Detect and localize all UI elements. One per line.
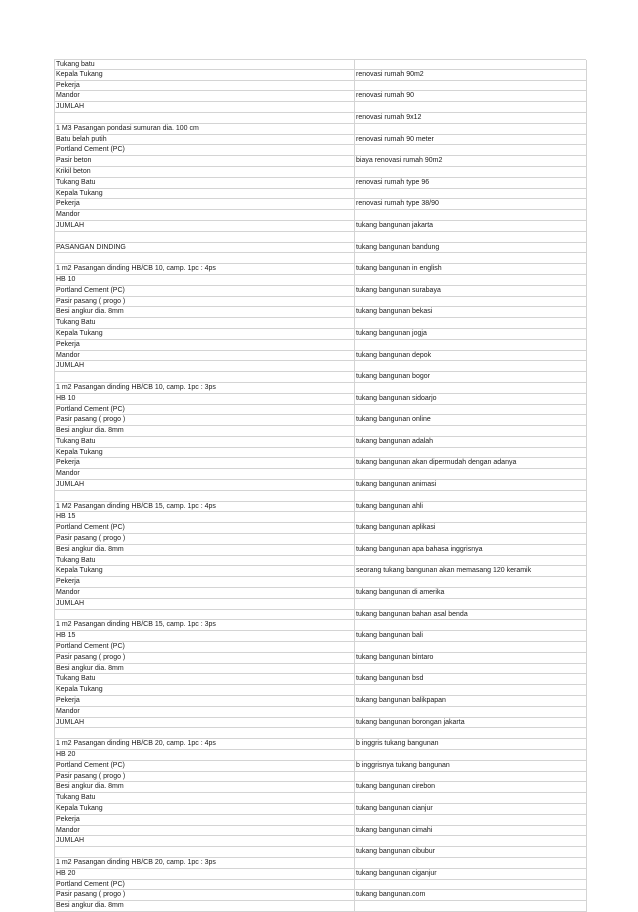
- table-row: [54, 178, 586, 189]
- cell-item: 1 m2 Pasangan dinding HB/CB 15, camp. 1pc : 3ps: [56, 621, 216, 629]
- cell-keyword: renovasi rumah type 96: [356, 178, 430, 186]
- table-row: [54, 815, 586, 826]
- table-row: [54, 653, 586, 664]
- table-row: [54, 243, 586, 254]
- cell-item: Besi angkur dia. 8mm: [56, 664, 124, 672]
- column-divider: [354, 426, 355, 437]
- table-row: [54, 772, 586, 783]
- cell-item: Pasir pasang ( progo ): [56, 416, 126, 424]
- column-divider: [354, 199, 355, 210]
- table-row: [54, 437, 586, 448]
- column-divider: [354, 372, 355, 383]
- cell-item: Mandor: [56, 92, 80, 100]
- column-divider: [354, 91, 355, 102]
- column-divider: [354, 145, 355, 156]
- cell-item: JUMLAH: [56, 599, 85, 607]
- table-row: [54, 556, 586, 567]
- cell-keyword: tukang bangunan jakarta: [356, 221, 434, 229]
- cell-item: Pasir pasang ( progo ): [56, 891, 126, 899]
- cell-keyword: tukang bangunan bintaro: [356, 653, 434, 661]
- table-row: [54, 588, 586, 599]
- table-row: [54, 81, 586, 92]
- column-divider: [354, 512, 355, 523]
- table-row: [54, 491, 586, 502]
- column-divider: [354, 167, 355, 178]
- column-divider: [354, 815, 355, 826]
- cell-item: Pekerja: [56, 200, 80, 208]
- cell-keyword: renovasi rumah type 38/90: [356, 200, 439, 208]
- cell-keyword: tukang bangunan animasi: [356, 481, 437, 489]
- table-row: [54, 480, 586, 491]
- column-divider: [354, 620, 355, 631]
- column-divider: [354, 772, 355, 783]
- table-row: [54, 372, 586, 383]
- cell-item: JUMLAH: [56, 481, 85, 489]
- cell-item: HB 10: [56, 275, 76, 283]
- cell-keyword: tukang bangunan bali: [356, 632, 423, 640]
- cell-item: Portland Cement (PC): [56, 286, 125, 294]
- cell-keyword: biaya renovasi rumah 90m2: [356, 157, 443, 165]
- column-divider: [354, 696, 355, 707]
- column-divider: [354, 502, 355, 513]
- cell-keyword: tukang bangunan di amerika: [356, 589, 445, 597]
- cell-keyword: tukang bangunan adalah: [356, 437, 434, 445]
- table-row: [54, 642, 586, 653]
- table-row: [54, 836, 586, 847]
- cell-item: Batu belah putih: [56, 135, 107, 143]
- table-row: [54, 167, 586, 178]
- cell-item: Pekerja: [56, 578, 80, 586]
- table-row: [54, 415, 586, 426]
- cell-keyword: renovasi rumah 90 meter: [356, 135, 434, 143]
- table-row: [54, 674, 586, 685]
- column-divider: [354, 890, 355, 901]
- column-divider: [354, 405, 355, 416]
- cell-keyword: tukang bangunan cirebon: [356, 783, 436, 791]
- column-divider: [354, 577, 355, 588]
- cell-item: Mandor: [56, 211, 80, 219]
- column-divider: [354, 243, 355, 254]
- cell-item: Pekerja: [56, 815, 80, 823]
- cell-keyword: tukang bangunan bogor: [356, 373, 430, 381]
- cell-item: Besi angkur dia. 8mm: [56, 308, 124, 316]
- column-divider: [354, 329, 355, 340]
- cell-item: Mandor: [56, 589, 80, 597]
- column-divider: [354, 264, 355, 275]
- cell-item: Pasir pasang ( progo ): [56, 772, 126, 780]
- column-divider: [354, 340, 355, 351]
- table-row: [54, 156, 586, 167]
- table-row: [54, 189, 586, 200]
- cell-item: Portland Cement (PC): [56, 880, 125, 888]
- table-row: [54, 620, 586, 631]
- cell-item: 1 m2 Pasangan dinding HB/CB 10, camp. 1pc : 3ps: [56, 383, 216, 391]
- column-divider: [354, 189, 355, 200]
- cell-item: Kepala Tukang: [56, 70, 103, 78]
- cell-keyword: tukang bangunan cianjur: [356, 804, 433, 812]
- table-row: [54, 631, 586, 642]
- table-row: [54, 610, 586, 621]
- table-row: [54, 113, 586, 124]
- column-divider: [354, 534, 355, 545]
- cell-item: Portland Cement (PC): [56, 405, 125, 413]
- cell-keyword: tukang bangunan surabaya: [356, 286, 441, 294]
- table-row: [54, 696, 586, 707]
- column-divider: [354, 707, 355, 718]
- table-row: [54, 599, 586, 610]
- cell-item: Kepala Tukang: [56, 448, 103, 456]
- cell-keyword: tukang bangunan.com: [356, 891, 426, 899]
- cell-item: Portland Cement (PC): [56, 524, 125, 532]
- spreadsheet-table: [54, 59, 586, 912]
- cell-keyword: tukang bangunan in english: [356, 265, 442, 273]
- column-divider: [354, 847, 355, 858]
- column-divider: [354, 642, 355, 653]
- cell-item: JUMLAH: [56, 718, 85, 726]
- table-row: [54, 275, 586, 286]
- column-divider: [354, 793, 355, 804]
- cell-keyword: tukang bangunan cibubur: [356, 848, 436, 856]
- column-divider: [354, 545, 355, 556]
- column-divider: [354, 275, 355, 286]
- column-divider: [354, 415, 355, 426]
- table-row: [54, 728, 586, 739]
- table-row: [54, 739, 586, 750]
- column-divider: [354, 124, 355, 135]
- table-row: [54, 534, 586, 545]
- cell-keyword: tukang bangunan bahan asal benda: [356, 610, 468, 618]
- cell-keyword: tukang bangunan jogja: [356, 329, 427, 337]
- cell-item: Pekerja: [56, 81, 80, 89]
- table-row: [54, 523, 586, 534]
- cell-item: Tukang Batu: [56, 319, 96, 327]
- table-row: [54, 297, 586, 308]
- cell-item: Besi angkur dia. 8mm: [56, 783, 124, 791]
- table-row: [54, 307, 586, 318]
- column-divider: [354, 556, 355, 567]
- cell-item: HB 15: [56, 513, 76, 521]
- cell-keyword: tukang bangunan online: [356, 416, 431, 424]
- table-row: [54, 782, 586, 793]
- table-row: [54, 858, 586, 869]
- cell-item: Kepala Tukang: [56, 686, 103, 694]
- table-row: [54, 566, 586, 577]
- table-row: [54, 458, 586, 469]
- column-divider: [354, 750, 355, 761]
- cell-item: Mandor: [56, 826, 80, 834]
- cell-item: Pasir beton: [56, 157, 92, 165]
- column-divider: [354, 826, 355, 837]
- table-row: [54, 124, 586, 135]
- cell-item: HB 20: [56, 869, 76, 877]
- table-row: [54, 512, 586, 523]
- column-divider: [354, 210, 355, 221]
- table-row: [54, 793, 586, 804]
- column-divider: [354, 178, 355, 189]
- column-divider: [354, 718, 355, 729]
- table-row: [54, 264, 586, 275]
- cell-keyword: tukang bangunan balikpapan: [356, 697, 446, 705]
- cell-item: Pekerja: [56, 340, 80, 348]
- table-row: [54, 394, 586, 405]
- table-row: [54, 210, 586, 221]
- column-divider: [354, 60, 355, 70]
- column-divider: [354, 361, 355, 372]
- column-divider: [354, 631, 355, 642]
- cell-item: Tukang Batu: [56, 178, 96, 186]
- column-divider: [354, 869, 355, 880]
- column-divider: [354, 70, 355, 81]
- cell-keyword: seorang tukang bangunan akan memasang 120 keramik: [356, 567, 532, 575]
- cell-item: 1 m2 Pasangan dinding HB/CB 20, camp. 1pc : 4ps: [56, 740, 216, 748]
- column-divider: [354, 297, 355, 308]
- table-row: [54, 253, 586, 264]
- table-row: [54, 383, 586, 394]
- table-row: [54, 286, 586, 297]
- cell-item: HB 10: [56, 394, 76, 402]
- table-row: [54, 577, 586, 588]
- cell-keyword: tukang bangunan ahli: [356, 502, 423, 510]
- cell-keyword: tukang bangunan bandung: [356, 243, 440, 251]
- cell-item: JUMLAH: [56, 837, 85, 845]
- column-divider: [354, 599, 355, 610]
- table-row: [54, 232, 586, 243]
- column-divider: [354, 858, 355, 869]
- table-row: [54, 880, 586, 891]
- cell-item: 1 M2 Pasangan dinding HB/CB 15, camp. 1pc : 4ps: [56, 502, 216, 510]
- cell-item: Mandor: [56, 470, 80, 478]
- cell-keyword: tukang bangunan bekasi: [356, 308, 433, 316]
- cell-keyword: tukang bangunan akan dipermudah dengan adanya: [356, 459, 517, 467]
- cell-keyword: b inggrisnya tukang bangunan: [356, 761, 450, 769]
- column-divider: [354, 664, 355, 675]
- table-row: [54, 502, 586, 513]
- table-row: [54, 664, 586, 675]
- table-row: [54, 545, 586, 556]
- column-divider: [354, 566, 355, 577]
- column-divider: [354, 318, 355, 329]
- table-row: [54, 750, 586, 761]
- column-divider: [354, 394, 355, 405]
- column-divider: [354, 286, 355, 297]
- cell-keyword: tukang bangunan apa bahasa inggrisnya: [356, 545, 483, 553]
- cell-item: Pasir pasang ( progo ): [56, 297, 126, 305]
- column-divider: [354, 610, 355, 621]
- table-row: [54, 351, 586, 362]
- column-divider: [354, 351, 355, 362]
- cell-keyword: tukang bangunan bsd: [356, 675, 424, 683]
- table-row: [54, 847, 586, 858]
- column-divider: [354, 253, 355, 264]
- cell-item: Krikil beton: [56, 167, 91, 175]
- cell-item: HB 20: [56, 751, 76, 758]
- cell-keyword: tukang bangunan depok: [356, 351, 432, 359]
- column-divider: [354, 135, 355, 146]
- table-row: [54, 102, 586, 113]
- column-divider: [354, 685, 355, 696]
- table-row: [54, 469, 586, 480]
- cell-keyword: renovasi rumah 90: [356, 92, 414, 100]
- cell-item: Tukang Batu: [56, 675, 96, 683]
- table-row: [54, 91, 586, 102]
- cell-keyword: tukang bangunan aplikasi: [356, 524, 436, 532]
- cell-keyword: tukang bangunan borongan jakarta: [356, 718, 465, 726]
- cell-item: 1 m2 Pasangan dinding HB/CB 20, camp. 1pc : 3ps: [56, 858, 216, 866]
- cell-item: Pekerja: [56, 697, 80, 705]
- cell-item: Kepala Tukang: [56, 329, 103, 337]
- column-divider: [354, 480, 355, 491]
- cell-item: Besi angkur dia. 8mm: [56, 902, 124, 910]
- column-divider: [354, 221, 355, 232]
- column-divider: [354, 674, 355, 685]
- cell-item: Portland Cement (PC): [56, 643, 125, 651]
- cell-item: JUMLAH: [56, 362, 85, 370]
- cell-item: Kepala Tukang: [56, 189, 103, 197]
- table-row: [54, 707, 586, 718]
- column-divider: [354, 102, 355, 113]
- table-row: [54, 869, 586, 880]
- cell-item: Tukang batu: [56, 61, 95, 68]
- column-divider: [354, 156, 355, 167]
- table-row: [54, 340, 586, 351]
- column-divider: [354, 307, 355, 318]
- cell-item: 1 M3 Pasangan pondasi sumuran dia. 100 cm: [56, 124, 199, 132]
- column-divider: [354, 383, 355, 394]
- cell-item: JUMLAH: [56, 103, 85, 111]
- cell-item: Besi angkur dia. 8mm: [56, 427, 124, 435]
- column-divider: [354, 458, 355, 469]
- column-divider: [354, 782, 355, 793]
- column-divider: [354, 113, 355, 124]
- column-divider: [354, 653, 355, 664]
- cell-keyword: b inggris tukang bangunan: [356, 740, 439, 748]
- cell-keyword: renovasi rumah 90m2: [356, 70, 424, 78]
- column-divider: [354, 437, 355, 448]
- table-row: [54, 221, 586, 232]
- cell-item: Pekerja: [56, 459, 80, 467]
- table-row: [54, 761, 586, 772]
- column-divider: [354, 761, 355, 772]
- table-row: [54, 329, 586, 340]
- column-divider: [354, 232, 355, 243]
- cell-item: Tukang Batu: [56, 794, 96, 802]
- cell-item: HB 15: [56, 632, 76, 640]
- table-row: [54, 448, 586, 459]
- cell-item: Pasir pasang ( progo ): [56, 653, 126, 661]
- table-row: [54, 318, 586, 329]
- cell-item: Portland Cement (PC): [56, 146, 125, 154]
- cell-item: Pasir pasang ( progo ): [56, 535, 126, 543]
- cell-item: JUMLAH: [56, 221, 85, 229]
- cell-keyword: tukang bangunan sidoarjo: [356, 394, 437, 402]
- cell-item: Tukang Batu: [56, 556, 96, 564]
- column-divider: [354, 739, 355, 750]
- cell-item: Tukang Batu: [56, 437, 96, 445]
- cell-keyword: tukang bangunan ciganjur: [356, 869, 437, 877]
- table-row: [54, 426, 586, 437]
- cell-item: Besi angkur dia. 8mm: [56, 545, 124, 553]
- column-divider: [354, 81, 355, 92]
- column-divider: [354, 836, 355, 847]
- cell-item: Portland Cement (PC): [56, 761, 125, 769]
- column-divider: [354, 804, 355, 815]
- column-divider: [354, 728, 355, 739]
- cell-item: 1 m2 Pasangan dinding HB/CB 10, camp. 1pc : 4ps: [56, 265, 216, 273]
- table-row: [54, 199, 586, 210]
- column-divider: [354, 469, 355, 480]
- cell-item: Kepala Tukang: [56, 567, 103, 575]
- cell-keyword: tukang bangunan cimahi: [356, 826, 433, 834]
- table-row: [54, 135, 586, 146]
- column-divider: [354, 523, 355, 534]
- column-divider: [354, 448, 355, 459]
- cell-keyword: renovasi rumah 9x12: [356, 113, 422, 121]
- column-divider: [354, 880, 355, 891]
- table-row: [54, 405, 586, 416]
- table-row: [54, 70, 586, 81]
- table-row: [54, 145, 586, 156]
- column-divider: [354, 588, 355, 599]
- table-row: [54, 59, 586, 70]
- cell-item: Kepala Tukang: [56, 804, 103, 812]
- table-row: [54, 890, 586, 901]
- table-row: [54, 685, 586, 696]
- table-row: [54, 804, 586, 815]
- table-row: [54, 361, 586, 372]
- table-row: [54, 826, 586, 837]
- table-row: [54, 718, 586, 729]
- cell-item: Mandor: [56, 707, 80, 715]
- column-divider: [354, 491, 355, 502]
- cell-item: PASANGAN DINDING: [56, 243, 126, 251]
- cell-item: Mandor: [56, 351, 80, 359]
